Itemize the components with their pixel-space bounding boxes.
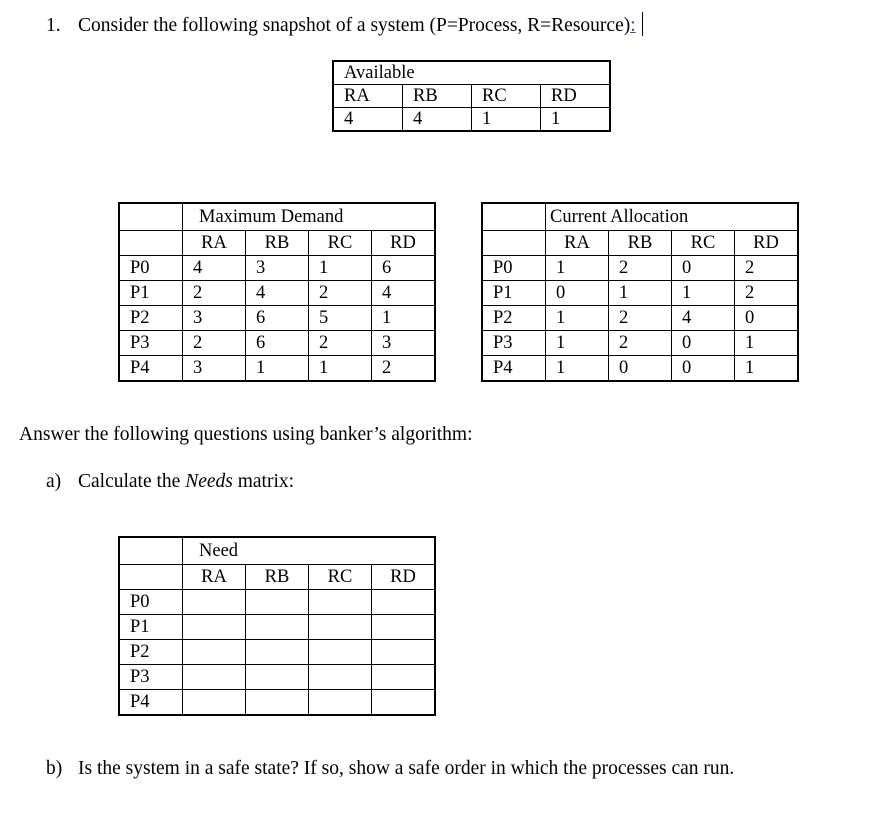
max-cell: 1 xyxy=(309,356,372,382)
alloc-header-rb: RB xyxy=(609,231,672,256)
max-header-rc: RC xyxy=(309,231,372,256)
need-empty-cell[interactable] xyxy=(246,640,309,665)
need-table xyxy=(118,536,436,716)
alloc-header-rd: RD xyxy=(735,231,799,256)
max-cell: 6 xyxy=(246,331,309,356)
available-table xyxy=(332,60,611,132)
need-process-label: P2 xyxy=(119,640,183,665)
question-text: Consider the following snapshot of a system (P=Process, R=Resource) xyxy=(78,15,631,36)
max-cell: 3 xyxy=(183,356,246,382)
alloc-cell: 0 xyxy=(546,281,609,306)
max-header-ra: RA xyxy=(183,231,246,256)
alloc-process-label: P1 xyxy=(482,281,546,306)
max-cell: 5 xyxy=(309,306,372,331)
available-header-rb: RB xyxy=(403,85,472,108)
max-process-label: P1 xyxy=(119,281,183,306)
max-cell: 1 xyxy=(309,256,372,281)
max-cell: 2 xyxy=(309,281,372,306)
need-empty-cell[interactable] xyxy=(372,665,436,690)
alloc-process-label: P2 xyxy=(482,306,546,331)
part-b xyxy=(46,758,734,780)
max-cell: 2 xyxy=(183,281,246,306)
alloc-cell: 4 xyxy=(672,306,735,331)
max-process-label: P4 xyxy=(119,356,183,382)
available-value-rb: 4 xyxy=(403,108,472,132)
max-cell: 3 xyxy=(183,306,246,331)
need-empty-cell[interactable] xyxy=(183,690,246,716)
max-cell: 1 xyxy=(246,356,309,382)
current-allocation-table xyxy=(481,202,799,382)
max-process-label: P3 xyxy=(119,331,183,356)
available-value-rd: 1 xyxy=(541,108,611,132)
alloc-cell: 2 xyxy=(609,306,672,331)
max-cell: 1 xyxy=(372,306,436,331)
alloc-cell: 1 xyxy=(672,281,735,306)
max-process-label: P2 xyxy=(119,306,183,331)
alloc-cell: 1 xyxy=(546,256,609,281)
max-header-rb: RB xyxy=(246,231,309,256)
max-cell: 3 xyxy=(246,256,309,281)
part-a-emphasis: Needs xyxy=(185,471,233,492)
need-empty-cell[interactable] xyxy=(183,665,246,690)
allocation-title: Current Allocation xyxy=(546,203,799,231)
corner-cell xyxy=(482,231,546,256)
need-empty-cell[interactable] xyxy=(246,590,309,615)
corner-cell xyxy=(482,203,546,231)
need-process-label: P4 xyxy=(119,690,183,716)
need-empty-cell[interactable] xyxy=(246,615,309,640)
need-process-label: P3 xyxy=(119,665,183,690)
alloc-header-ra: RA xyxy=(546,231,609,256)
alloc-cell: 0 xyxy=(672,356,735,382)
alloc-cell: 1 xyxy=(735,331,799,356)
max-cell: 4 xyxy=(183,256,246,281)
max-cell: 3 xyxy=(372,331,436,356)
alloc-header-rc: RC xyxy=(672,231,735,256)
corner-cell xyxy=(119,537,183,565)
alloc-cell: 0 xyxy=(735,306,799,331)
need-empty-cell[interactable] xyxy=(309,615,372,640)
alloc-cell: 1 xyxy=(546,356,609,382)
max-cell: 4 xyxy=(246,281,309,306)
max-process-label: P0 xyxy=(119,256,183,281)
part-a-label: a) xyxy=(46,471,62,492)
need-empty-cell[interactable] xyxy=(309,665,372,690)
need-title: Need xyxy=(183,537,436,565)
part-b-label: b) xyxy=(46,758,63,779)
available-title: Available xyxy=(333,61,610,85)
max-cell: 2 xyxy=(183,331,246,356)
question-colon-link[interactable]: : xyxy=(630,15,636,36)
corner-cell xyxy=(119,231,183,256)
need-empty-cell[interactable] xyxy=(246,690,309,716)
max-demand-title: Maximum Demand xyxy=(183,203,436,231)
available-header-ra: RA xyxy=(333,85,403,108)
alloc-cell: 2 xyxy=(609,256,672,281)
alloc-cell: 1 xyxy=(609,281,672,306)
alloc-process-label: P0 xyxy=(482,256,546,281)
alloc-cell: 2 xyxy=(735,281,799,306)
need-empty-cell[interactable] xyxy=(309,590,372,615)
alloc-cell: 0 xyxy=(672,331,735,356)
max-header-rd: RD xyxy=(372,231,436,256)
max-cell: 6 xyxy=(246,306,309,331)
available-header-rd: RD xyxy=(541,85,611,108)
need-empty-cell[interactable] xyxy=(372,615,436,640)
available-value-rc: 1 xyxy=(472,108,541,132)
question-1 xyxy=(46,12,643,37)
need-empty-cell[interactable] xyxy=(372,640,436,665)
need-empty-cell[interactable] xyxy=(183,640,246,665)
alloc-cell: 1 xyxy=(546,331,609,356)
need-header-rc: RC xyxy=(309,565,372,590)
corner-cell xyxy=(119,565,183,590)
alloc-cell: 0 xyxy=(672,256,735,281)
need-process-label: P0 xyxy=(119,590,183,615)
instruction-text: Answer the following questions using banker’s algorithm: xyxy=(19,424,473,445)
part-a-text-before: Calculate the xyxy=(78,471,186,492)
corner-cell xyxy=(119,203,183,231)
alloc-process-label: P4 xyxy=(482,356,546,382)
max-cell: 2 xyxy=(372,356,436,382)
part-b-text: Is the system in a safe state? If so, show a safe order in which the processes can run. xyxy=(78,758,735,779)
text-cursor xyxy=(642,12,643,36)
need-header-rd: RD xyxy=(372,565,436,590)
available-header-rc: RC xyxy=(472,85,541,108)
need-empty-cell[interactable] xyxy=(372,690,436,716)
alloc-cell: 1 xyxy=(546,306,609,331)
alloc-cell: 2 xyxy=(609,331,672,356)
alloc-cell: 1 xyxy=(735,356,799,382)
available-value-ra: 4 xyxy=(333,108,403,132)
part-a xyxy=(46,471,294,493)
need-empty-cell[interactable] xyxy=(183,590,246,615)
need-empty-cell[interactable] xyxy=(309,640,372,665)
need-header-rb: RB xyxy=(246,565,309,590)
alloc-cell: 2 xyxy=(735,256,799,281)
max-cell: 6 xyxy=(372,256,436,281)
need-empty-cell[interactable] xyxy=(372,590,436,615)
need-header-ra: RA xyxy=(183,565,246,590)
part-a-text-after: matrix: xyxy=(232,471,295,492)
need-process-label: P1 xyxy=(119,615,183,640)
question-number: 1. xyxy=(46,15,61,36)
alloc-process-label: P3 xyxy=(482,331,546,356)
maximum-demand-table xyxy=(118,202,436,382)
need-empty-cell[interactable] xyxy=(309,690,372,716)
need-empty-cell[interactable] xyxy=(246,665,309,690)
alloc-cell: 0 xyxy=(609,356,672,382)
max-cell: 2 xyxy=(309,331,372,356)
need-empty-cell[interactable] xyxy=(183,615,246,640)
max-cell: 4 xyxy=(372,281,436,306)
